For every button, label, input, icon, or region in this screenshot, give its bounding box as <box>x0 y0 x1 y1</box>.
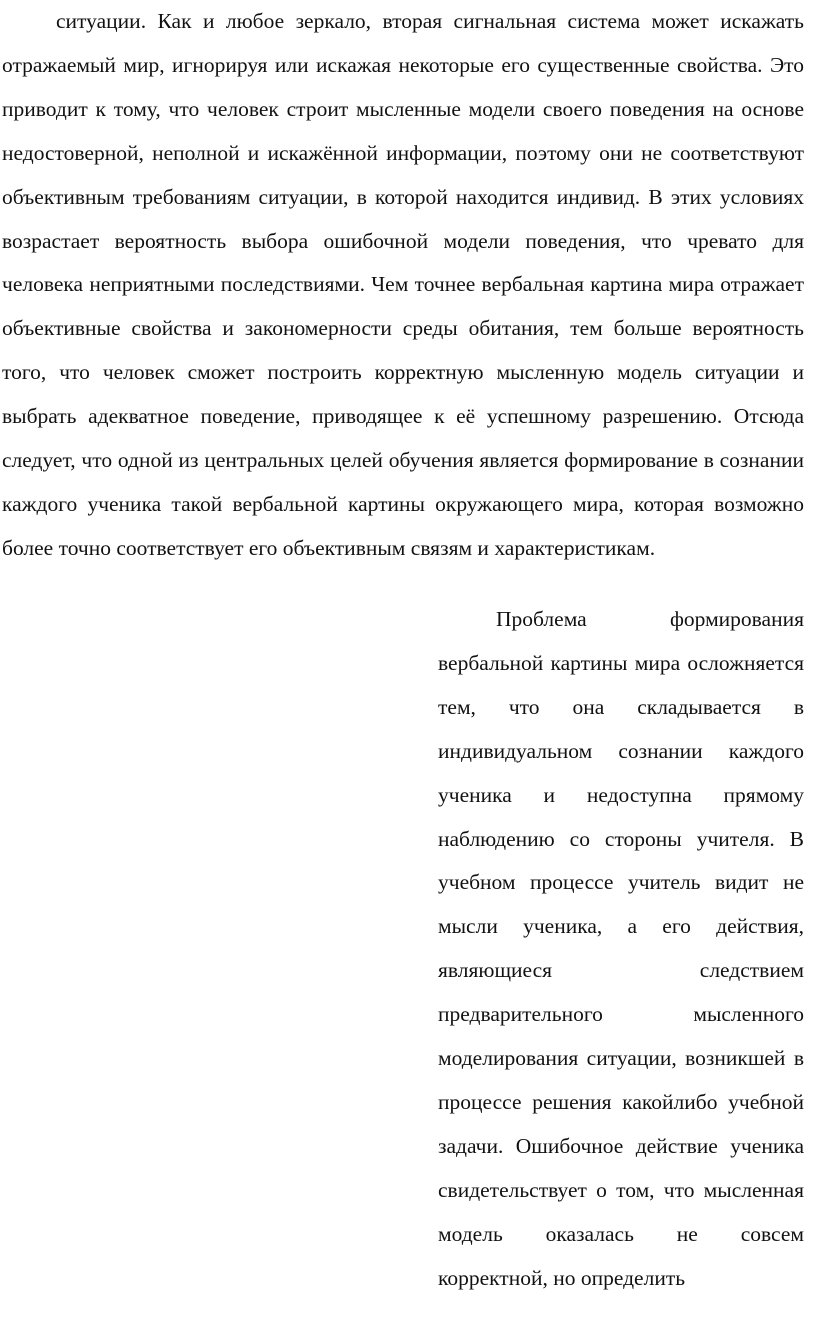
paragraph-side-column: Проблема формирования вербальной картины мира осложняется тем, что она складывается в индивидуальном сознании каждого ученика и недоступна прямому наблюдению со стороны учителя. В учебном процессе учитель видит не мысли ученика, а его действия, являющиеся следствием предварительного мысленного моделирования ситуации, возникшей в процессе решения какойлибо учебной задачи. Ошибочное действие ученика свидетельствует о том, что мысленная модель оказалась не совсем корректной, но определить <box>438 607 804 1290</box>
paragraph-main: ситуации. Как и любое зеркало, вторая сигнальная система может искажать отражаемый мир, игнорируя или искажая некоторые его существенные свойства. Это приводит к тому, что человек строит мысленные модели своего поведения на основе недостоверной, неполной и искажённой информации, поэтому они не соответствуют объективным требованиям ситуации, в которой находится индивид. В этих условиях возрастает вероятность выбора ошибочной модели поведения, что чревато для человека неприятными последствиями. Чем точнее вербальная картина мира отражает объективные свойства и закономерности среды обитания, тем больше вероятность того, что человек сможет построить корректную мысленную модель ситуации и выбрать адекватное поведение, приводящее к её успешному разрешению. Отсюда следует, что одной из центральных целей обучения является формирование в сознании каждого ученика такой вербальной картины окружающего мира, которая возможно более точно соответствует его объективным связям и характеристикам. <box>2 9 804 560</box>
